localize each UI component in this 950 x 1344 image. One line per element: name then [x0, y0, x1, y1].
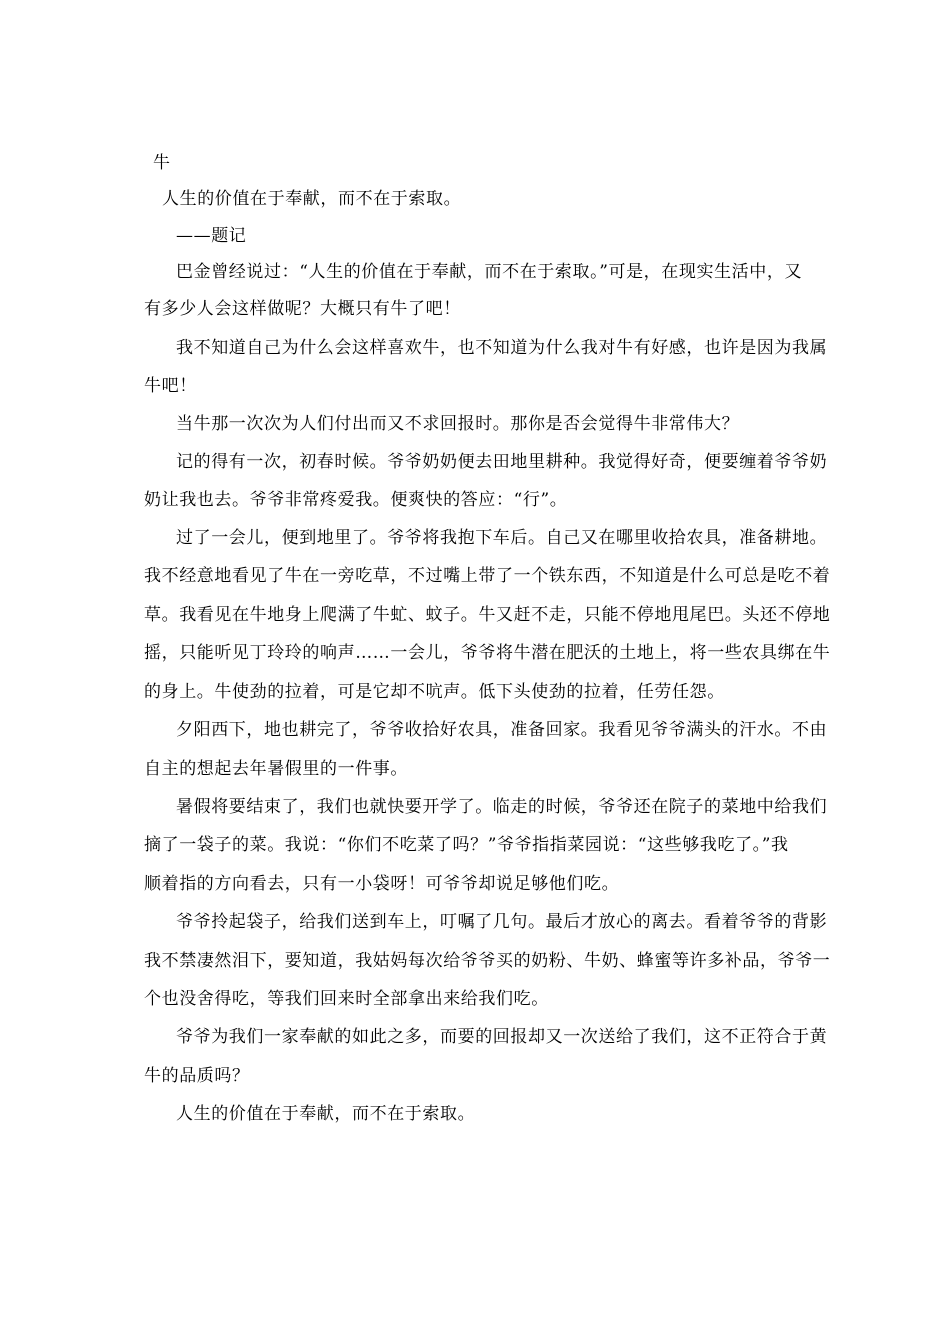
paragraph-line: 我不知道自己为什么会这样喜欢牛，也不知道为什么我对牛有好感，也许是因为我属	[176, 338, 828, 358]
paragraph-line: 的身上。牛使劲的拉着，可是它却不吭声。低下头使劲的拉着，任劳任怨。	[144, 682, 725, 702]
document-title: 牛	[153, 153, 171, 173]
paragraph-line: 有多少人会这样做呢？大概只有牛了吧！	[144, 299, 461, 319]
paragraph-line: 牛吧！	[144, 376, 197, 396]
paragraph-line: 摘了一袋子的菜。我说：“你们不吃菜了吗？”爷爷指指菜园说：“这些够我吃了。”我	[144, 835, 789, 855]
paragraph-line: 暑假将要结束了，我们也就快要开学了。临走的时候，爷爷还在院子的菜地中给我们	[176, 797, 828, 817]
paragraph-line: 当牛那一次次为人们付出而又不求回报时。那你是否会觉得牛非常伟大？	[176, 414, 740, 434]
paragraph-line: 我不禁凄然泪下，要知道，我姑妈每次给爷爷买的奶粉、牛奶、蜂蜜等许多补品，爷爷一	[144, 951, 831, 971]
paragraph-line: 个也没舍得吃，等我们回来时全部拿出来给我们吃。	[144, 989, 549, 1009]
paragraph-line: 过了一会儿，便到地里了。爷爷将我抱下车后。自己又在哪里收拾农具，准备耕地。	[176, 528, 828, 548]
paragraph-line: 记的得有一次，初春时候。爷爷奶奶便去田地里耕种。我觉得好奇，便要缠着爷爷奶	[176, 452, 828, 472]
paragraph-line: 我不经意地看见了牛在一旁吃草，不过嘴上带了一个铁东西，不知道是什么可总是吃不着	[144, 566, 831, 586]
paragraph-line: 爷爷为我们一家奉献的如此之多，而要的回报却又一次送给了我们，这不正符合于黄	[176, 1027, 828, 1047]
paragraph-line: 巴金曾经说过：“人生的价值在于奉献，而不在于索取。”可是，在现实生活中，又	[176, 262, 803, 282]
paragraph-line: 牛的品质吗？	[144, 1066, 250, 1086]
closing-line: 人生的价值在于奉献，而不在于索取。	[176, 1104, 476, 1124]
paragraph-line: 夕阳西下，地也耕完了，爷爷收拾好农具，准备回家。我看见爷爷满头的汗水。不由	[176, 720, 828, 740]
epigraph: 人生的价值在于奉献，而不在于索取。	[162, 189, 462, 209]
paragraph-line: 自主的想起去年暑假里的一件事。	[144, 759, 408, 779]
epigraph-attribution: ——题记	[176, 226, 247, 246]
paragraph-line: 奶让我也去。爷爷非常疼爱我。便爽快的答应：“行”。	[144, 490, 568, 510]
paragraph-line: 摇，只能听见丁玲玲的响声……一会儿，爷爷将牛潜在肥沃的土地上，将一些农具绑在牛	[144, 643, 831, 663]
paragraph-line: 顺着指的方向看去，只有一小袋呀！可爷爷却说足够他们吃。	[144, 874, 620, 894]
paragraph-line: 爷爷拎起袋子，给我们送到车上，叮嘱了几句。最后才放心的离去。看着爷爷的背影	[176, 912, 828, 932]
paragraph-line: 草。我看见在牛地身上爬满了牛虻、蚊子。牛又赶不走，只能不停地甩尾巴。头还不停地	[144, 605, 831, 625]
